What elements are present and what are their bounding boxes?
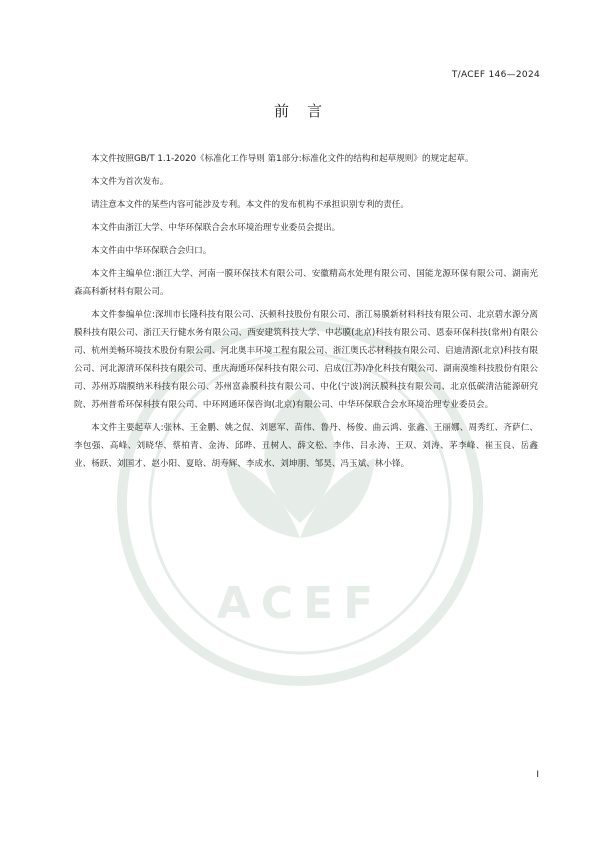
watermark-acef-text: ACEF — [216, 578, 384, 629]
paragraph-patent-notice: 请注意本文件的某些内容可能涉及专利。本文件的发布机构不承担识别专利的责任。 — [91, 200, 409, 210]
page-title: 前言 — [273, 102, 340, 120]
paragraph-first-release: 本文件为首次发布。 — [91, 177, 169, 187]
page-number: I — [536, 770, 539, 780]
paragraph-main-drafters: 本文件主要起草人:张林、王金鹏、姚之侃、刘愿军、苗伟、鲁丹、杨俊、曲云鸿、张鑫、王丽娜、周秀红、齐萨仁、李包强、高峰、刘晓华、蔡柏青、金涛、邱晔、丑树人、薛文松、李伟、吕永涛、王双、刘涛、茅李峰、崔玉良、岳鑫业、杨跃、刘国才、赵小阳、夏晗、胡寿辉、李成水、刘坤朋、邹昊、冯玉斌、林小锋。 — [74, 423, 538, 469]
paragraph-participating-units: 本文件参编单位:深圳市长隆科技有限公司、沃顿科技股份有限公司、浙江易膜新材料科技有限公司、北京碧水源分离膜科技有限公司、浙江天行健水务有限公司、西安建筑科技大学、中芯膜(北京)科技有限公司、恩泰环保科技(常州)有限公司、杭州美畅环境技术股份有限公司、河北奥丰环境工程有限公司、浙江奥氏芯材科技有限公司、启迪清源(北京)科技有限公司、河北源清环保科技有限公司、重庆海通环保科技有限公司、启成(江苏)净化科技有限公司、湖南漠维科技股份有限公司、苏州苏瑞膜纳米科技有限公司、苏州富淼膜科技有限公司、中化(宁波)润沃膜科技有限公司、北京低碳清洁能源研究院、苏州普希环保科技有限公司、中环网通环保咨询(北京)有限公司、中华环保联合会水环境治理专业委员会。 — [74, 310, 538, 410]
paragraph-chief-editors: 本文件主编单位:浙江大学、河南一膜环保技术有限公司、安徽精高水处理有限公司、国能龙源环保有限公司、湖南光森高科新材料有限公司。 — [74, 269, 538, 297]
standard-code: T/ACEF 146—2024 — [451, 70, 540, 80]
paragraph-drafting-rules: 本文件按照GB/T 1.1-2020《标准化工作导则 第1部分:标准化文件的结构和起草规则》的规定起草。 — [91, 154, 474, 164]
paragraph-centralized-by: 本文件由中华环保联合会归口。 — [91, 246, 212, 256]
paragraph-proposed-by: 本文件由浙江大学、中华环保联合会水环境治理专业委员会提出。 — [91, 223, 341, 233]
foreword-body — [74, 150, 538, 478]
